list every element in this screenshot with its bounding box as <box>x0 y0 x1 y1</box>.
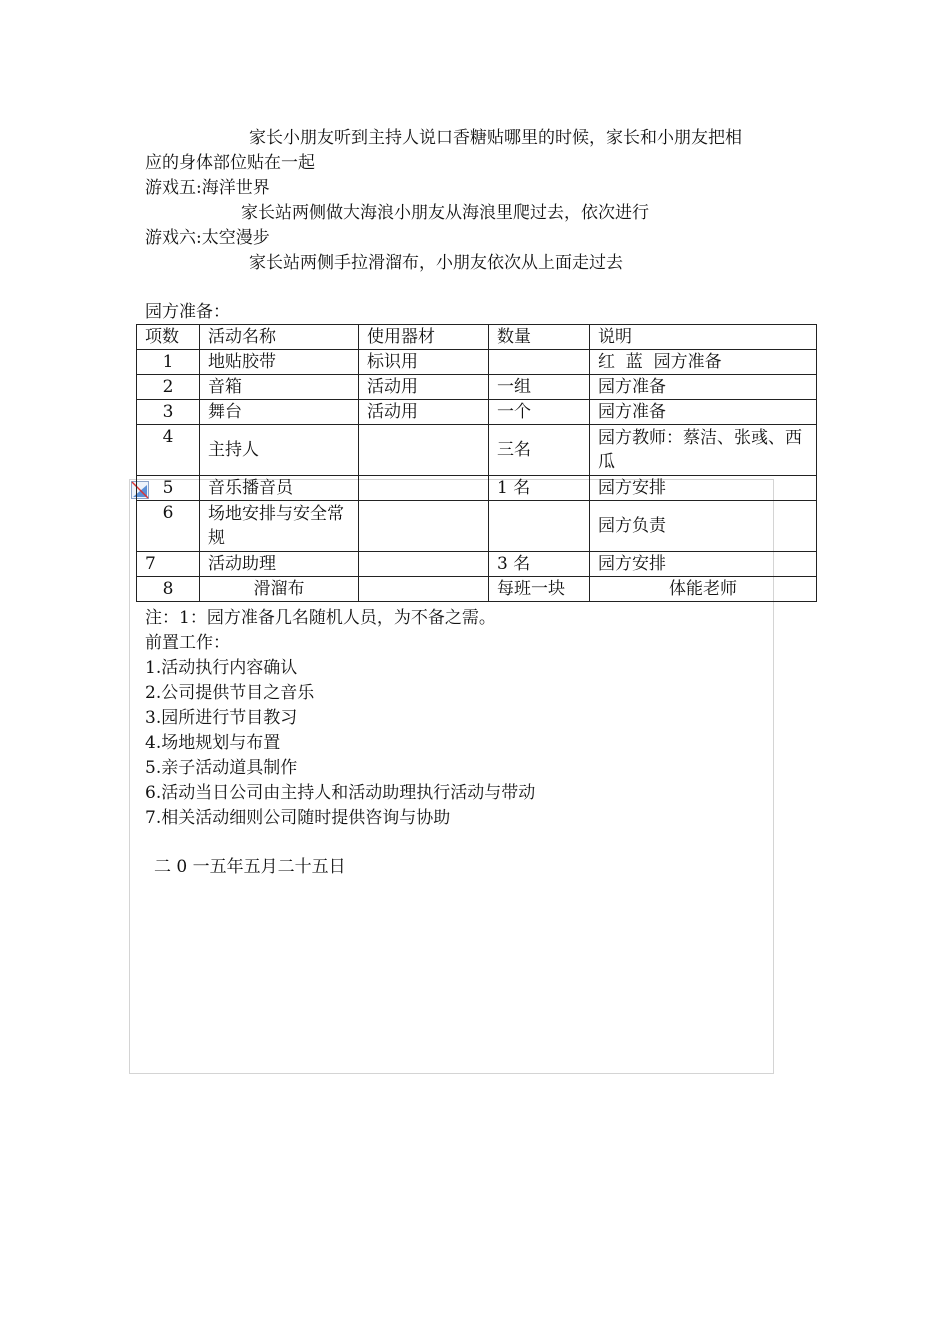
game-five-description: 家长站两侧做大海浪小朋友从海浪里爬过去，依次进行 <box>241 203 649 223</box>
table-cell: 8 <box>137 577 200 602</box>
table-cell: 5 <box>137 476 200 501</box>
table-cell: 地贴胶带 <box>200 350 359 375</box>
header-cell: 说明 <box>590 325 817 350</box>
paragraph-line: 家长小朋友听到主持人说口香糖贴哪里的时候，家长和小朋友把相 <box>249 128 742 148</box>
table-cell: 每班一块 <box>489 577 590 602</box>
table-cell: 主持人 <box>200 425 359 476</box>
table-row <box>137 501 817 552</box>
note-text: 注：1：园方准备几名随机人员，为不备之需。 <box>145 608 496 628</box>
table-cell: 3 名 <box>489 552 590 577</box>
table-cell: 1 <box>137 350 200 375</box>
table-cell: 6 <box>137 501 200 552</box>
table-cell: 红 蓝 园方准备 <box>590 350 817 375</box>
table-cell: 4 <box>137 425 200 476</box>
header-cell: 项数 <box>137 325 200 350</box>
paragraph-line: 应的身体部位贴在一起 <box>145 153 315 173</box>
table-cell: 2 <box>137 375 200 400</box>
preparation-table <box>136 324 817 602</box>
header-cell: 活动名称 <box>200 325 359 350</box>
list-item: 3.园所进行节目教习 <box>145 708 298 728</box>
table-header-row <box>137 325 817 350</box>
header-cell: 数量 <box>489 325 590 350</box>
table-cell: 标识用 <box>359 350 489 375</box>
table-cell: 3 <box>137 400 200 425</box>
table-row <box>137 350 817 375</box>
game-six-description: 家长站两侧手拉滑溜布，小朋友依次从上面走过去 <box>249 253 623 273</box>
table-cell: 滑溜布 <box>200 577 359 602</box>
game-six-title: 游戏六:太空漫步 <box>145 228 270 248</box>
table-row <box>137 425 817 476</box>
pre-work-title: 前置工作： <box>145 633 230 653</box>
list-item: 1.活动执行内容确认 <box>145 658 298 678</box>
table-cell <box>489 501 590 552</box>
table-cell <box>359 476 489 501</box>
table-row <box>137 375 817 400</box>
table-cell: 三名 <box>489 425 590 476</box>
game-five-title: 游戏五:海洋世界 <box>145 178 270 198</box>
table-row <box>137 400 817 425</box>
table-cell: 体能老师 <box>590 577 817 602</box>
table-cell: 园方教师：蔡洁、张彧、西瓜 <box>590 425 817 476</box>
table-cell: 活动用 <box>359 400 489 425</box>
list-item: 2.公司提供节目之音乐 <box>145 683 315 703</box>
table-cell <box>359 552 489 577</box>
table-cell: 园方负责 <box>590 501 817 552</box>
prep-section-title: 园方准备： <box>145 302 230 322</box>
list-item: 7.相关活动细则公司随时提供咨询与协助 <box>145 808 451 828</box>
table-cell: 园方准备 <box>590 400 817 425</box>
header-cell: 使用器材 <box>359 325 489 350</box>
list-item: 4.场地规划与布置 <box>145 733 281 753</box>
table-cell: 舞台 <box>200 400 359 425</box>
table-cell <box>359 501 489 552</box>
list-item: 6.活动当日公司由主持人和活动助理执行活动与带动 <box>145 783 536 803</box>
table-cell <box>489 350 590 375</box>
table-cell: 园方安排 <box>590 476 817 501</box>
table-cell: 园方安排 <box>590 552 817 577</box>
table-cell <box>359 577 489 602</box>
table-cell: 音乐播音员 <box>200 476 359 501</box>
list-item: 5.亲子活动道具制作 <box>145 758 298 778</box>
table-row <box>137 552 817 577</box>
table-cell: 活动用 <box>359 375 489 400</box>
table-row <box>137 476 817 501</box>
table-cell <box>359 425 489 476</box>
document-date: 二 0 一五年五月二十五日 <box>154 857 346 877</box>
table-cell: 一组 <box>489 375 590 400</box>
table-row <box>137 577 817 602</box>
table-cell: 音箱 <box>200 375 359 400</box>
table-cell: 场地安排与安全常规 <box>200 501 359 552</box>
table-cell: 1 名 <box>489 476 590 501</box>
table-cell: 园方准备 <box>590 375 817 400</box>
table-cell: 7 <box>137 552 200 577</box>
table-cell: 一个 <box>489 400 590 425</box>
table-cell: 活动助理 <box>200 552 359 577</box>
